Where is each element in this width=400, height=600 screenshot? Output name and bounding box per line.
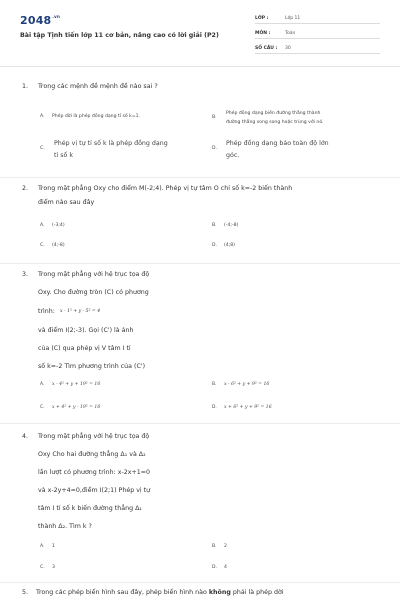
meta-subject-label: MÔN :	[255, 31, 271, 36]
option-letter: C.	[40, 243, 45, 248]
option-text: 2	[224, 544, 227, 549]
option-text: x - 6² + y + 9² = 16	[224, 382, 270, 387]
question-number: 2.	[22, 185, 29, 192]
option-text-line-1: Phép đồng dạng biến đường thẳng thành	[226, 111, 321, 116]
option-text: 4	[224, 565, 227, 570]
question-stem-emphasis: không	[208, 589, 231, 596]
question-separator	[0, 423, 400, 424]
question-stem-end: phải là phép dời	[232, 589, 284, 596]
question-stem-line-1: Trong mặt phẳng Oxy cho điểm M(-2;4). Phép vị tự tâm O chỉ số k=-2 biến thành	[38, 185, 293, 192]
option-letter: D.	[212, 565, 217, 570]
question-stem-line-1: Trong mặt phẳng với hệ trục tọa độ	[38, 271, 150, 278]
option-text: (-4;-8)	[224, 223, 239, 228]
question-stem-line-5: tâm I tỉ số k biến đường thẳng Δ₁	[38, 505, 142, 512]
question-stem-line-3: lần lượt có phương trình: x-2x+1=0	[38, 469, 151, 476]
option-text-line-2: đường thẳng song song hoặc trùng với nó.	[226, 120, 324, 125]
circle-equation: x - 1² + y - 5² = 4	[60, 309, 101, 314]
option-text: (-3;4)	[52, 223, 65, 228]
document-header	[0, 0, 400, 64]
meta-subject-value: Toán	[285, 31, 296, 36]
question-stem-line-6: thành Δ₂. Tìm k ?	[38, 523, 92, 530]
option-letter: C.	[40, 405, 45, 410]
option-letter: B.	[212, 115, 217, 120]
meta-count-label: SỐ CÂU :	[255, 46, 278, 51]
option-text: 3	[52, 565, 55, 570]
header-divider	[0, 66, 400, 67]
question-stem-line-4: và điểm I(2;-3). Gọi (C') là ảnh	[38, 327, 134, 334]
logo-text: 2048	[20, 14, 52, 27]
option-letter: D.	[212, 146, 217, 151]
meta-subject	[255, 29, 380, 39]
option-text: x + 4² + y - 19² = 16	[52, 405, 101, 410]
document-title: Bài tập Tịnh tiến lớp 11 cơ bản, nâng cao có lời giải (P2)	[20, 32, 219, 39]
question-stem: Trong các mệnh đề mệnh đề nào sai ?	[38, 83, 158, 90]
meta-class-value: Lớp 11	[285, 16, 301, 21]
option-text-line-1: Phép đồng dạng bảo toàn độ lớn	[226, 140, 329, 147]
question-stem-line-5: của (C) qua phép vị V tâm I tỉ	[38, 345, 131, 352]
question-number: 4.	[22, 433, 29, 440]
question-number: 3.	[22, 271, 29, 278]
option-text: (4;-8)	[52, 243, 65, 248]
question-stem-start: Trong các phép biến hình sau đây, phép biến hình nào	[36, 589, 207, 596]
question-number: 5.	[22, 589, 29, 596]
question-stem-line-2: điểm nào sau đây	[38, 199, 95, 206]
question-stem-line-6: số k=-2 Tìm phương trình của (C')	[38, 363, 146, 370]
option-letter: C.	[40, 565, 45, 570]
option-letter: A.	[40, 544, 45, 549]
question-separator	[0, 582, 400, 583]
option-text: Phép dời là phép đồng dạng tỉ số k=1.	[52, 114, 141, 119]
option-letter: A.	[40, 382, 45, 387]
question-stem-line-2: Oxy. Cho đường tròn (C) có phương	[38, 289, 149, 296]
option-text: (4;8)	[224, 243, 235, 248]
option-letter: A.	[40, 114, 45, 119]
option-letter: B.	[212, 544, 217, 549]
option-text-line-2: góc.	[226, 152, 240, 159]
meta-count-value: 30	[285, 46, 291, 51]
option-letter: B.	[212, 382, 217, 387]
option-text: 1	[52, 544, 55, 549]
option-letter: A.	[40, 223, 45, 228]
option-letter: D.	[212, 243, 217, 248]
option-letter: B.	[212, 223, 217, 228]
option-letter: D.	[212, 405, 217, 410]
option-letter: C.	[40, 146, 45, 151]
meta-class-label: LỚP :	[255, 16, 269, 21]
question-stem-line-3: trình:	[38, 308, 55, 315]
question-5	[22, 589, 284, 596]
question-separator	[0, 177, 400, 178]
site-logo[interactable]	[20, 14, 60, 27]
question-separator	[0, 263, 400, 264]
meta-class	[255, 14, 380, 24]
question-stem-line-4: và x-2y+4=0,điểm I(2;1) Phép vị tự	[38, 487, 151, 494]
option-text: x + 6² + y + 9² = 16	[224, 405, 272, 410]
option-text-line-1: Phép vị tự tỉ số k là phép đồng dạng	[54, 140, 168, 147]
meta-count	[255, 44, 380, 54]
option-text-line-2: tỉ số k	[54, 152, 74, 159]
question-stem-line-2: Oxy Cho hai đường thẳng Δ₁ và Δ₂	[38, 451, 146, 458]
question-number: 1.	[22, 83, 29, 90]
option-text: x - 4² + y + 19² = 16	[52, 382, 101, 387]
question-stem-line-1: Trong mặt phẳng với hệ trục tọa độ	[38, 433, 150, 440]
logo-suffix: .vn	[52, 14, 60, 19]
